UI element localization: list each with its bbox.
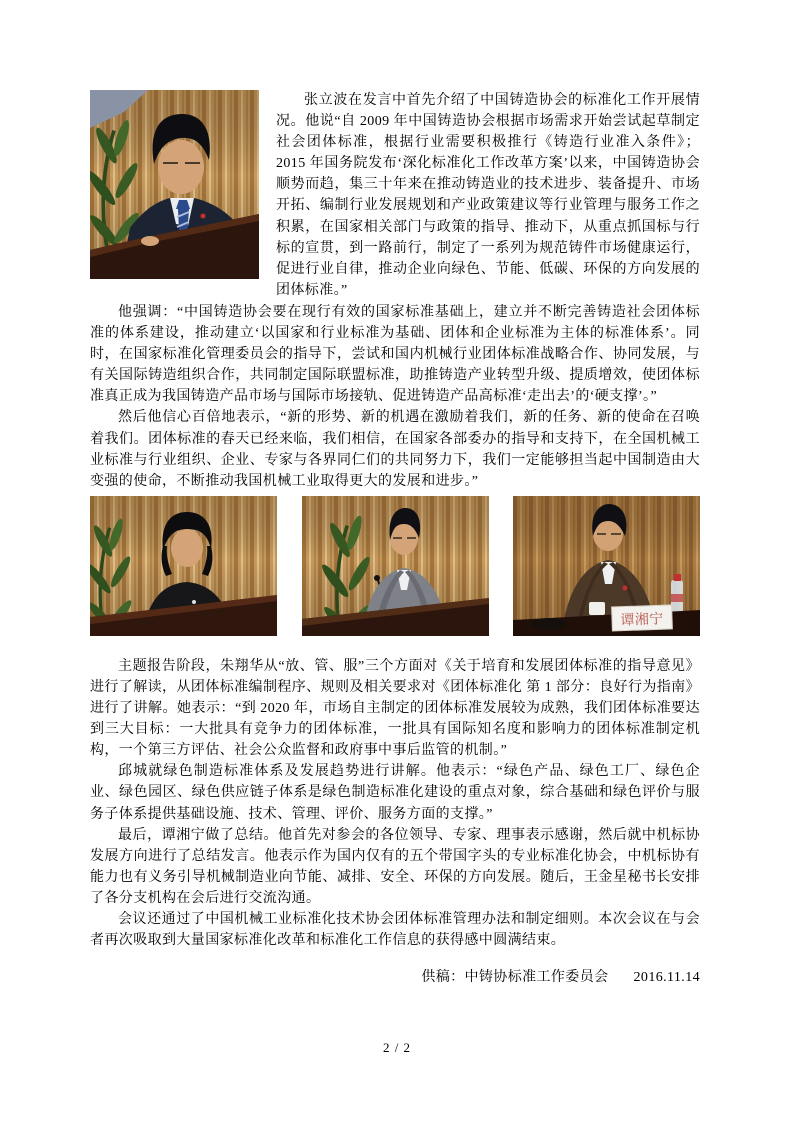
paragraph-zhu-report: 主题报告阶段，朱翔华从“放、管、服”三个方面对《关于培育和发展团体标准的指导意见》进行了解读，从团体标准编制程序、规则及相关要求对《团体标准化 第 1 部分：良好行为指南》进行了讲解。她表示：“到 2020 年，市场自主制定的团体标准发展较为成熟，我们团体标准要达到三大目标：一大批具有竞争力的团体标准，一批具有国际知名度和影响力的团体标准制定机构，一个第三方评估、社会公众监督和政府事中事后监管的机制。” (90, 658, 700, 759)
paragraph-zhang-intro: 张立波在发言中首先介绍了中国铸造协会的标准化工作开展情况。他说“自 2009 年中国铸造协会根据市场需求开始尝试起草制定社会团体标准，根据行业需要积极推行《铸造行业准入条件》；2015 年国务院发布‘深化标准化工作改革方案’以来，中国铸造协会顺势而趋，集三十年来在推动铸造业的技术进步、装备提升、市场开拓、编制行业发展规划和产业政策建议等行业管理与服务工作之积累，在国家相关部门与政策的指导、推动下，从重点抓国标与行标的宣贯，到一路前行，制定了一系列为规范铸件市场健康运行，促进行业自律，推动企业向绿色、节能、低碳、环保的方向发展的团体标准。” (276, 93, 700, 298)
photo-tan-xiangning-table (513, 496, 700, 636)
paragraph-tan-summary: 最后，谭湘宁做了总结。他首先对参会的各位领导、专家、理事表示感谢，然后就中机标协发展方向进行了总结发言。他表示作为国内仅有的五个带国字头的专业标准化协会，中机标协有能力也有义务引导机械制造业向节能、减排、安全、环保的方向发展。随后，王金星秘书长安排了各分支机构在会后进行交流沟通。 (90, 827, 700, 906)
photo-zhang-libo-podium (90, 90, 259, 279)
nameplate-text: 谭湘宁 (620, 612, 664, 629)
page-number: 2 / 2 (382, 1040, 412, 1055)
article-body (90, 90, 700, 988)
paragraph-qiu-green: 邱城就绿色制造标准体系及发展趋势进行讲解。他表示：“绿色产品、绿色工厂、绿色企业、绿色园区、绿色供应链子体系是绿色制造标准化建设的重点对象，综合基础和绿色评价与服务子体系提供基础设施、技术、管理、评价、服务方面的支撑。” (90, 764, 700, 822)
contributor-line (90, 967, 700, 988)
water-bottle (671, 574, 683, 616)
contributor-credit: 供稿：中铸协标准工作委员会 (421, 970, 609, 986)
photo-qiu-cheng-podium (302, 496, 489, 636)
name-card (612, 605, 673, 631)
paragraph-zhang-emphasis: 他强调：“中国铸造协会要在现行有效的国家标准基础上，建立并不断完善铸造社会团体标准的体系建设，推动建立‘以国家和行业标准为基础、团体和企业标准为主体的标准体系’。同时，在国家标准化管理委员会的指导下，尝试和国内机械行业团体标准战略合作、协同发展，与有关国际铸造组织合作，共同制定国际联盟标准，助推铸造产业转型升级、提质增效，使团体标准真正成为我国铸造产品市场与国际市场接轨、促进铸造产品高标准‘走出去’的‘硬支撑’。” (90, 305, 700, 405)
photo-zhu-xianghua-podium (90, 496, 277, 636)
speaker-photo-row (90, 496, 700, 636)
paragraph-closing: 会议还通过了中国机械工业标准化技术协会团体标准管理办法和制定细则。本次会议在与会者再次吸取到大量国家标准化改革和标准化工作信息的获得感中圆满结束。 (90, 911, 700, 949)
paragraph-zhang-confidence: 然后他信心百倍地表示，“新的形势、新的机遇在激励着我们，新的任务、新的使命在召唤着我们。团体标准的春天已经来临，我们相信，在国家各部委办的指导和支持下，在全国机械工业标准与行业组织、企业、专家与各界同仁们的共同努力下，我们一定能够担当起中国制造由大变强的使命，不断推动我国机械工业取得更大的发展和进步。” (90, 410, 700, 489)
contribution-date: 2016.11.14 (633, 970, 700, 986)
teacup (589, 602, 605, 615)
intro-section (90, 90, 700, 302)
